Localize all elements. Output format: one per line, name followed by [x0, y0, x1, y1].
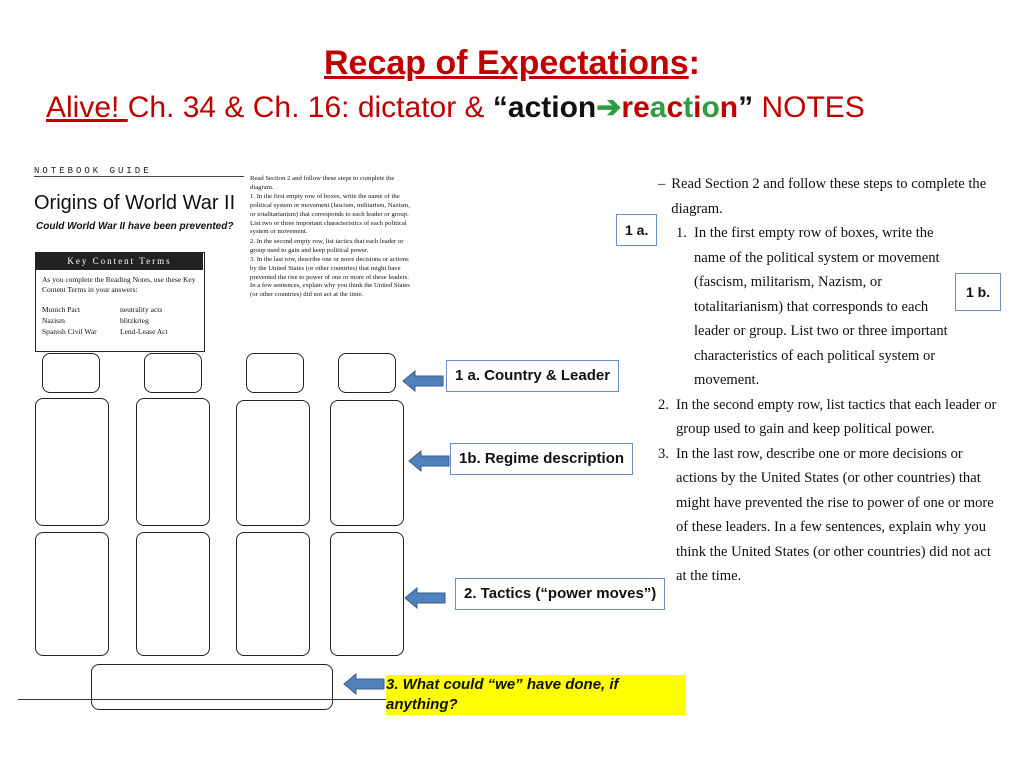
regime-box-4 — [330, 400, 404, 526]
notebook-title: Origins of World War II — [34, 192, 236, 214]
subtitle-book: Alive! — [46, 91, 128, 124]
reaction-part-2: a — [649, 91, 667, 124]
key-terms-row — [42, 315, 200, 326]
callout-what-could-we-do: 3. What could “we” have done, if anything? — [386, 675, 686, 715]
small-instructions-intro: Read Section 2 and follow these steps to complete the diagram. — [250, 175, 395, 191]
decisions-box — [91, 664, 333, 710]
item-number: 1. — [676, 225, 687, 241]
regime-box-3 — [236, 400, 310, 526]
header-rule — [34, 176, 244, 177]
reaction-part-5: i — [693, 91, 702, 124]
small-instruction-item: 2. In the second empty row, list tactics that each leader or group used to gain and keep political power. — [250, 237, 404, 254]
slide-subtitle — [46, 90, 865, 125]
enlarged-instructions — [658, 172, 1003, 589]
leader-box-1 — [42, 353, 100, 393]
notebook-question: Could World War II have been prevented? — [36, 221, 234, 232]
tactics-box-3 — [236, 532, 310, 656]
dash-mark: – — [658, 176, 666, 192]
item-text: In the second empty row, list tactics that each leader or group used to gain and keep political power. — [676, 396, 997, 437]
title-main: Recap of Expectations — [324, 44, 689, 82]
enlarged-item-2 — [658, 393, 1003, 442]
tag-1a: 1 a. — [616, 214, 657, 246]
enlarged-item-1 — [676, 221, 957, 393]
open-quote: “ — [492, 91, 508, 124]
key-term: blitzkrieg — [120, 316, 149, 325]
title-colon: : — [688, 44, 700, 82]
callout-regime-description: 1b. Regime description — [450, 443, 633, 475]
key-term: Nazism — [42, 316, 65, 325]
key-terms-intro: As you complete the Reading Notes, use these Key Content Terms in your answers: — [42, 275, 196, 294]
key-term: neutrality acts — [120, 305, 163, 314]
tactics-box-1 — [35, 532, 109, 656]
page-bottom-rule — [18, 699, 406, 700]
key-terms-heading: Key Content Terms — [36, 253, 203, 270]
enlarged-intro-text: Read Section 2 and follow these steps to complete the diagram. — [671, 176, 987, 217]
key-terms-row — [42, 326, 200, 337]
callout-country-leader: 1 a. Country & Leader — [446, 360, 619, 392]
left-arrow-icon — [408, 450, 450, 472]
enlarged-item-3 — [658, 442, 1003, 589]
reaction-part-6: o — [701, 91, 720, 124]
small-instruction-item: 3. In the last row, describe one or more decisions or actions by the United States (or other countries) that might have prevented the rise to power of one or more of these leaders. In a few sentences, explain why you think the United States (or other countries) did not act at the time. — [250, 256, 410, 299]
word-notes: NOTES — [753, 91, 865, 124]
subtitle-chapters: Ch. 34 & Ch. 16: dictator & — [127, 91, 493, 124]
leader-box-3 — [246, 353, 304, 393]
item-number: 2. — [658, 396, 669, 413]
notebook-guide-header: NOTEBOOK GUIDE — [34, 166, 152, 176]
item-text: In the first empty row of boxes, write the name of the political system or movement (fascism, militarism, Nazism, or totalitarianism) that corresponds to each leader or group. List two or three important characteristics of each political system or movement. — [694, 225, 948, 388]
leader-box-2 — [144, 353, 202, 393]
key-terms-list — [42, 304, 200, 337]
tactics-box-4 — [330, 532, 404, 656]
key-term: Lend-Lease Act — [120, 327, 168, 336]
regime-box-1 — [35, 398, 109, 526]
left-arrow-icon — [343, 673, 385, 695]
key-term: Spanish Civil War — [42, 327, 97, 336]
reaction-part-1: re — [621, 91, 650, 124]
item-text: In the last row, describe one or more decisions or actions by the United States (or other countries) that might have prevented the rise to power of one or more of these leaders. In a few sentences, explain why you think the United States (or other countries) did not act at the time. — [676, 445, 994, 584]
leader-box-4 — [338, 353, 396, 393]
key-term: Munich Pact — [42, 305, 81, 314]
key-terms-row — [42, 304, 200, 315]
right-arrow-icon: ➔ — [596, 91, 622, 124]
word-action: action — [507, 91, 597, 124]
reaction-part-3: c — [666, 91, 684, 124]
tactics-box-2 — [136, 532, 210, 656]
left-arrow-icon — [404, 587, 446, 609]
item-number: 3. — [658, 445, 669, 462]
small-instruction-item: 1. In the first empty row of boxes, write the name of the political system or movement (fascism, militarism, Nazism, or totalitarianism) that corresponds to each leader or group. List two or three important characteristics of each political system or movement. — [250, 193, 410, 236]
slide-title — [0, 44, 1024, 83]
left-arrow-icon — [402, 370, 444, 392]
enlarged-intro — [658, 172, 1003, 221]
small-instructions — [250, 175, 412, 301]
tag-1b: 1 b. — [955, 273, 1001, 311]
reaction-part-7: n — [719, 91, 739, 124]
close-quote: ” — [738, 91, 754, 124]
regime-box-2 — [136, 398, 210, 526]
reaction-part-4: t — [683, 91, 694, 124]
callout-tactics: 2. Tactics (“power moves”) — [455, 578, 665, 610]
